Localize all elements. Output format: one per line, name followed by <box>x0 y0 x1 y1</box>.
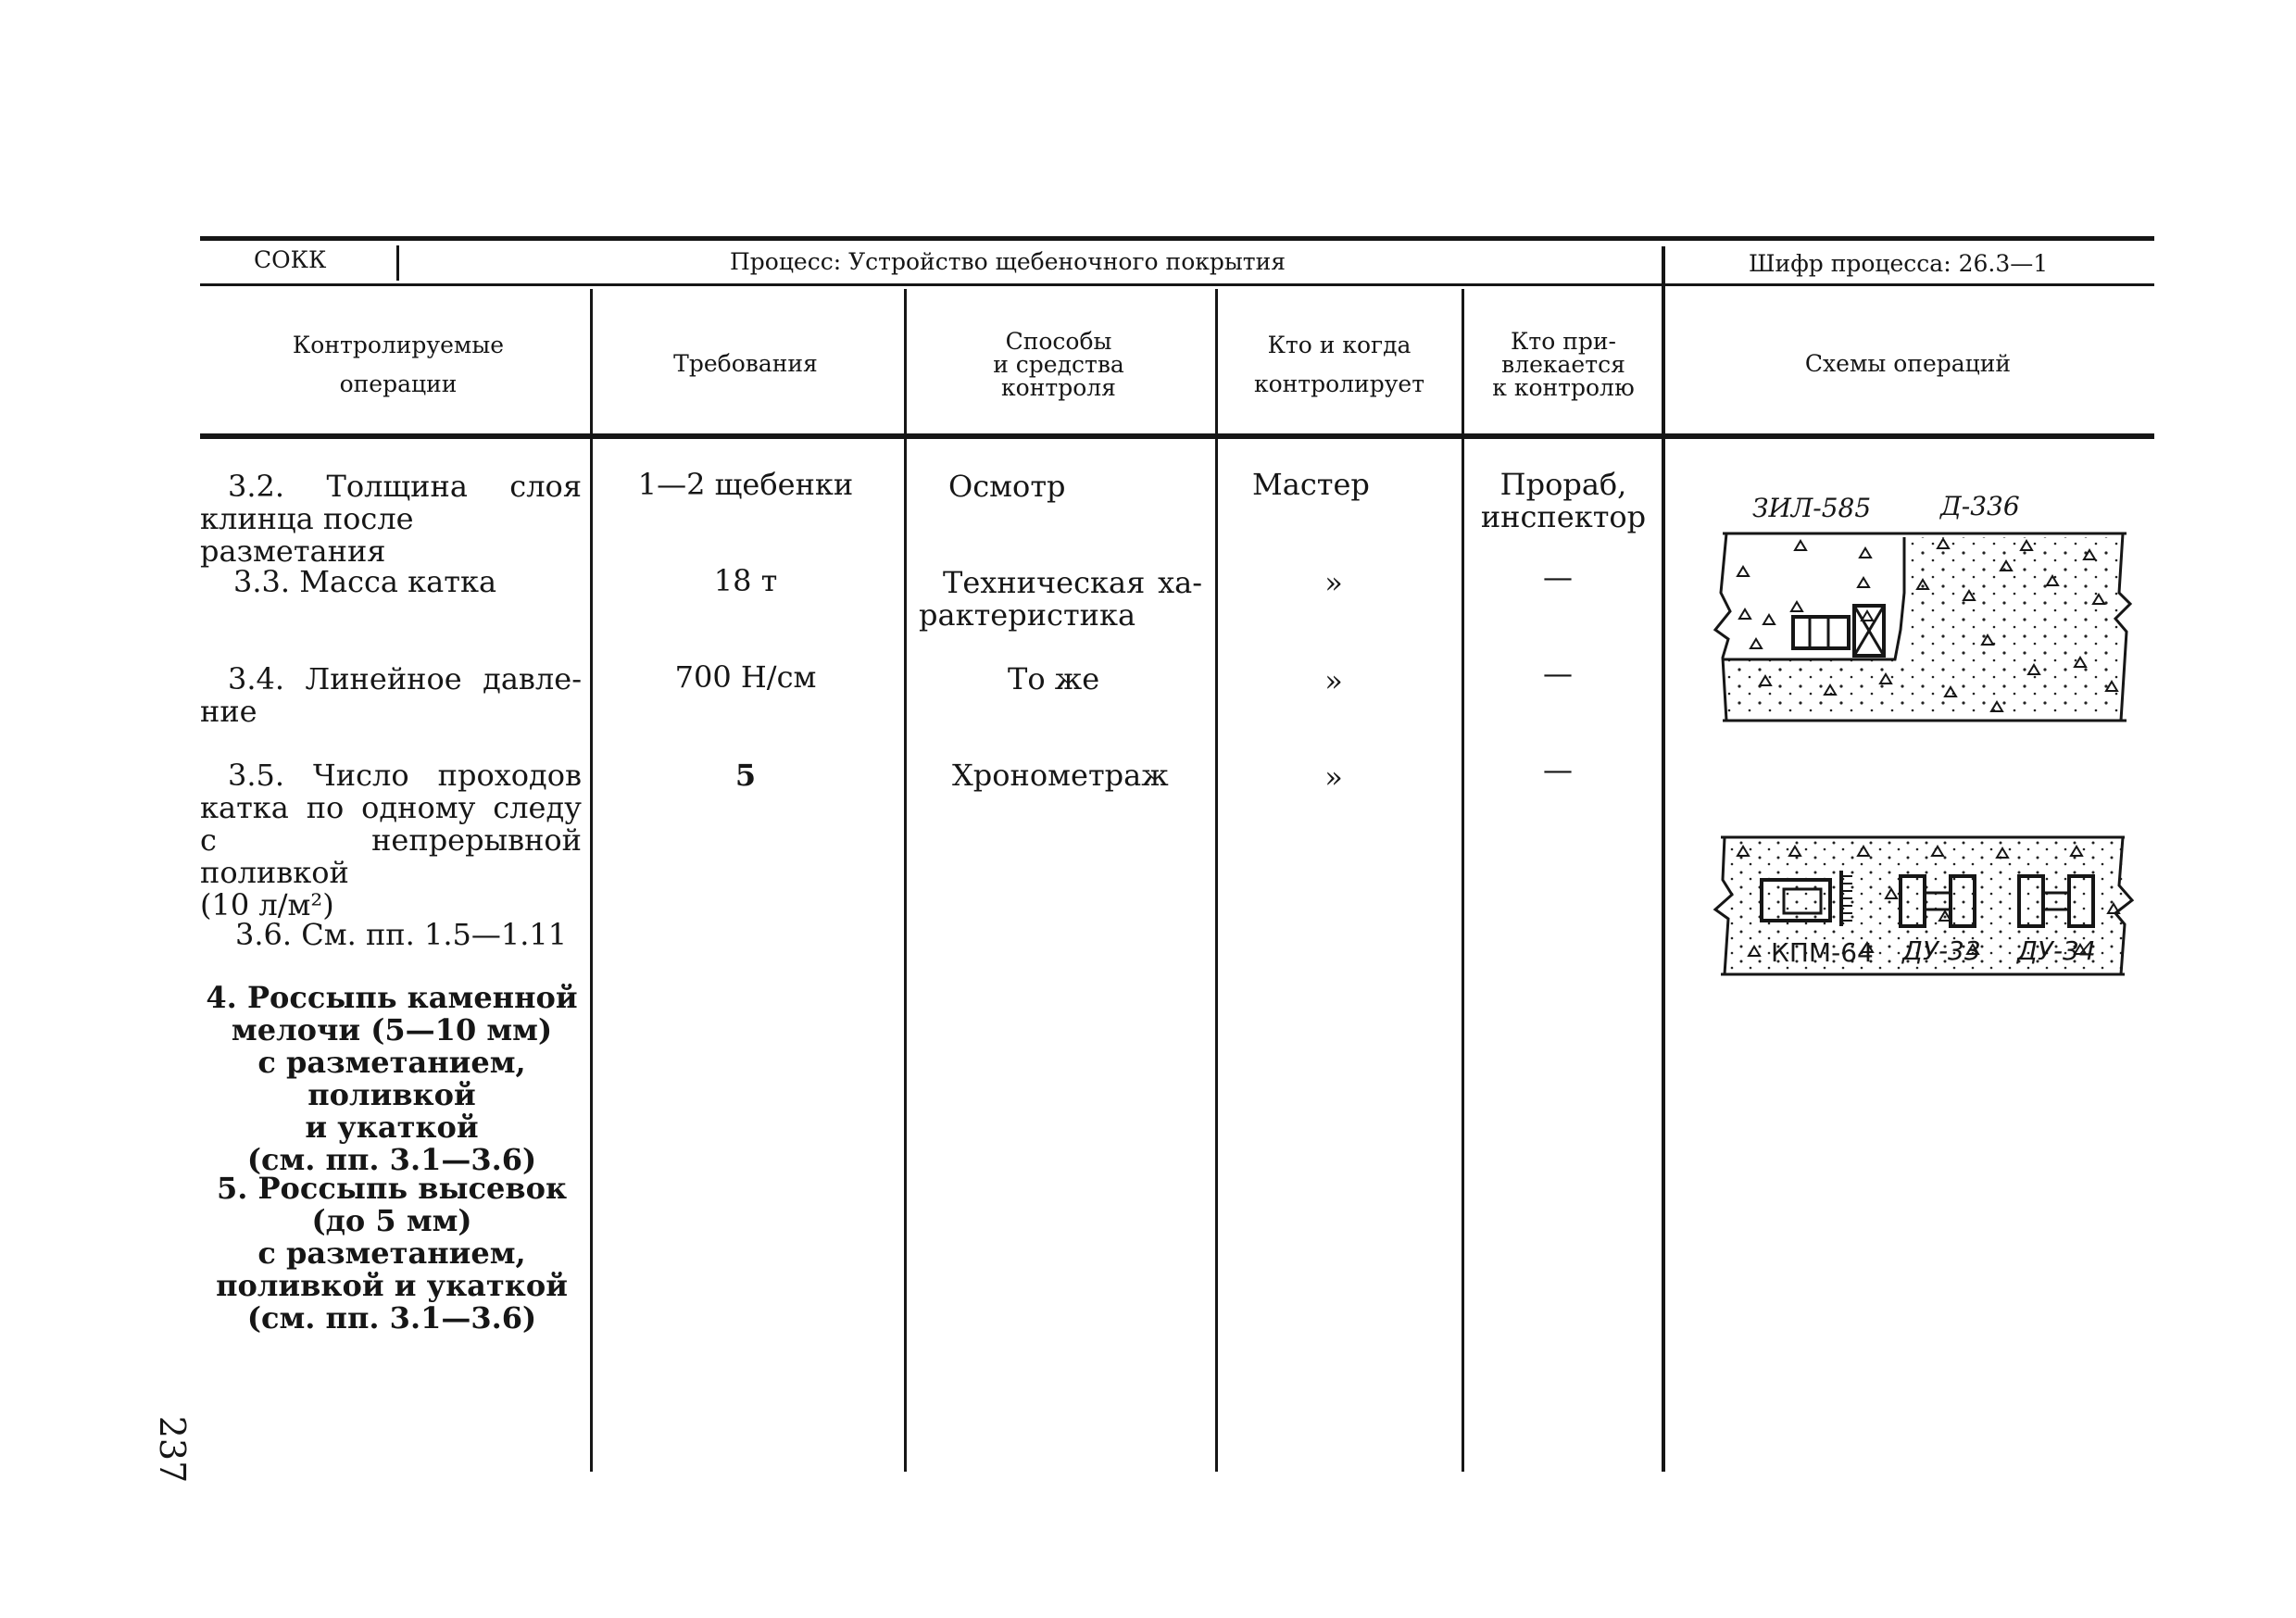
scheme-label-d336: Д-336 <box>1940 491 2020 521</box>
row-3-2-who: Мастер <box>1252 467 1370 502</box>
row-3-4-requirement: 700 Н/см <box>674 659 817 695</box>
row-3-5-method: Хронометраж <box>952 758 1169 793</box>
scheme-label-du34: ДУ-34 <box>2017 935 2096 966</box>
col-header-who-when: Кто и когда контролирует <box>1253 332 1425 397</box>
row-3-2-operation: 3.2. Толщина слоя клинца после разметания <box>200 469 582 569</box>
row-3-3-operation: 3.3. Масса катка <box>233 564 497 599</box>
col-divider-2 <box>904 289 907 1472</box>
row-3-4-who: » <box>1324 663 1343 698</box>
col-header-requirements: Требования <box>673 350 818 377</box>
row-3-2-requirement: 1—2 щебенки <box>637 467 854 502</box>
page-number: 237 <box>152 1415 193 1484</box>
row-3-3-who: » <box>1324 565 1343 600</box>
row-3-5-operation: 3.5. Число проходов катка по одному следу с непрерывной поливкой (10 л/м²) <box>200 758 582 922</box>
item-4: 4. Россыпь каменной мелочи (5—10 мм) с разметанием, поливкой и укаткой (см. пп. 3.1—3.6) <box>206 980 578 1177</box>
row-3-2-involved: Прораб, инспектор <box>1480 467 1647 534</box>
col-header-schemes: Схемы операций <box>1804 350 2012 377</box>
scheme-spreading-diagram <box>1700 824 2145 991</box>
sokk-label: СОКК <box>254 246 327 273</box>
col-divider-4 <box>1462 289 1464 1472</box>
col-header-operations: Контролируемые операции <box>292 332 505 397</box>
row-3-5-involved: — <box>1543 752 1573 787</box>
row-3-6-operation: 3.6. См. пп. 1.5—1.11 <box>235 917 568 952</box>
row-3-3-requirement: 18 т <box>713 563 778 598</box>
col-divider-3 <box>1215 289 1218 1472</box>
col-header-involved: Кто при- влекается к контролю <box>1492 328 1635 401</box>
sokk-divider <box>396 245 399 281</box>
header-divider <box>200 283 2154 286</box>
row-3-5-who: » <box>1324 759 1343 795</box>
col-header-methods: Способы и средства контроля <box>993 328 1124 401</box>
row-3-5-requirement: 5 <box>734 758 757 793</box>
row-3-2-method: Осмотр <box>948 469 1066 504</box>
row-3-4-involved: — <box>1543 656 1573 691</box>
row-3-4-method: То же <box>1008 661 1100 696</box>
process-cipher: Шифр процесса: 26.3—1 <box>1749 250 2049 277</box>
scheme-label-zil: ЗИЛ-585 <box>1752 493 1872 523</box>
row-3-4-operation: 3.4. Линейное давле- ние <box>200 661 582 729</box>
row-3-3-method: Техническая ха- рактеристика <box>919 565 1202 633</box>
top-rule <box>200 236 2154 241</box>
header-bottom-rule <box>200 433 2154 439</box>
process-title: Процесс: Устройство щебеночного покрытия <box>730 248 1286 275</box>
scheme-label-du33: ДУ-33 <box>1902 935 1981 966</box>
row-3-3-involved: — <box>1543 559 1573 595</box>
scheme-label-kpm: КПМ-64 <box>1771 937 1874 968</box>
col-divider-5 <box>1662 246 1665 1472</box>
scheme-rolling-diagram <box>1695 482 2139 732</box>
item-5: 5. Россыпь высевок (до 5 мм) с разметанием, поливкой и укаткой (см. пп. 3.1—3.6) <box>216 1171 568 1336</box>
col-divider-1 <box>590 289 593 1472</box>
